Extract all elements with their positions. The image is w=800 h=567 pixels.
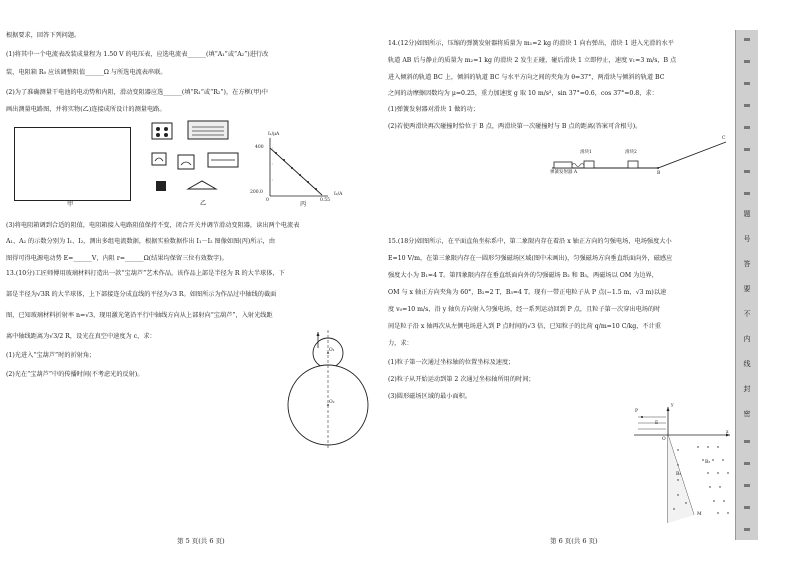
left-page-footer: 第 5 页(共 6 页) — [177, 537, 225, 546]
strip-label: 不 — [743, 310, 751, 318]
q13-line2: 部是半径为√3R 的大半球体，上下部接连分成直线的平径为√3 R。如图所示为作品过中轴线的截面 — [6, 291, 277, 298]
figure-q13-gourd — [282, 328, 372, 453]
graph-y-top: 400 — [255, 145, 264, 150]
fig15-b3-label: B₃ — [705, 460, 711, 465]
strip-label: 密 — [743, 410, 751, 418]
graph-xlabel: I₂/A — [334, 192, 343, 197]
q12-part2-cont: 画出测量电路图，并将实物(乙)连接成所设计的测量电路。 — [6, 106, 166, 113]
strip-label: 号 — [743, 235, 751, 243]
q13-sub1: (1)光进入“宝葫芦”时的折射角； — [6, 352, 96, 359]
q13-line4: 离中轴线距离为√3/2 R，设光在真空中速度为 c，求： — [6, 333, 156, 340]
q14-line2: 轨道 AB 后与静止的质量为 m₂=1 kg 的滑块 2 发生正碰，碰后滑块 1 立即停止，速度 v₁=3 m/s，B 点 — [388, 57, 677, 64]
strip-label: 封 — [743, 385, 751, 393]
q14-line3: 进入倾斜的轨道 BC 上，倾斜的轨道 BC 与水平方向之间的夹角为 θ=37°，两滑块与倾斜的轨道 BC — [388, 74, 665, 81]
strip-dash — [744, 528, 750, 531]
figure-bing-label: 丙 — [300, 201, 307, 208]
q14-line1: 14.(12分)如图所示，压缩的弹簧发射器将质量为 m₁=2 kg 的滑块 1 向右弹出，滑块 1 进入光滑的水平 — [388, 40, 674, 47]
fig14-c-label: C — [722, 136, 726, 141]
figure-jia-box — [14, 127, 131, 201]
graph-y-bottom: 200.0 — [250, 190, 263, 195]
fig15-o-label: O — [662, 437, 666, 442]
strip-dash — [744, 462, 750, 465]
q13-line3: 图，已知玻璃材料折射率 n=√3，现用激光笔沿平行中轴线方向从上部射向“宝葫芦”，入射光线距 — [6, 312, 273, 319]
q15-line2: E=10 V/m，在第三象限内存在一圆形匀强磁场区域(图中未画出)，匀强磁场方向垂直纸面向外，磁感应 — [388, 255, 673, 262]
q15-sub1: (1)粒子第一次通过坐标轴的位置坐标及速度； — [388, 359, 515, 366]
strip-dash — [744, 148, 750, 151]
q15-line6: 间是粒子沿 x 轴再次从左侧电场进入到 P 点时间的√3 倍，已知粒子的比荷 q/m=10 C/kg，不计重 — [388, 323, 661, 330]
binding-margin-strip — [735, 30, 758, 540]
figure-yi-label: 乙 — [200, 200, 207, 207]
strip-dash — [744, 104, 750, 107]
q12-part1: (1)将其中一个电流表改装成量程为 1.50 V 的电压表，应选电流表______(填“A₁”或“A₂”)进行改 — [6, 51, 269, 58]
intro-text: 根据要求，回答下列问题。 — [6, 32, 81, 39]
q14-line4: 之间的动摩擦因数均为 μ=0.25，重力加速度 g 取 10 m/s²，sin 37°=0.6，cos 37°=0.8，求： — [388, 90, 658, 97]
figure-q15-fields — [628, 405, 733, 525]
q12-part1-cont: 装，电阻箱 R₀ 应该调整阻值______Ω 与所选电流表串联。 — [6, 69, 167, 76]
strip-dash — [744, 126, 750, 129]
right-page — [380, 0, 735, 567]
strip-dash — [744, 82, 750, 85]
q15-sub2: (2)粒子从开始运动到第 2 次通过坐标轴所用的时间； — [388, 376, 535, 383]
strip-label: 内 — [743, 335, 751, 343]
strip-dash — [744, 506, 750, 509]
graph-x-end: 0.55 — [320, 198, 331, 203]
q12-part3: (3)将电阻箱调到合适的阻值，电阻箱接入电路阻值保持不变，闭合开关并调节滑动变阻器，读出两个电流表 — [6, 222, 300, 229]
left-page — [0, 0, 380, 567]
q14-sub1: (1)弹簧发射器对滑块 1 做的功； — [388, 106, 479, 113]
strip-label: 线 — [743, 360, 751, 368]
strip-dash — [744, 38, 750, 41]
q12-part3-cont: A₁、A₂ 的示数分别为 I₁、I₂，测出多组电流数据，根据实验数据作出 I₁－I₂ 图像如图(丙)所示，由 — [6, 238, 276, 245]
fig15-x-label: x — [726, 430, 729, 435]
fig15-y-label: y — [671, 403, 674, 408]
strip-dash — [744, 192, 750, 195]
q15-line3: 强度大小为 B₁=4 T。第四象限内存在垂直纸面向外的匀强磁场 B₂ 和 B₃，两磁场以 OM 为边界， — [388, 272, 658, 279]
q12-part3-cont2: 图得可得电源电动势 E=______V，内阻 r=______Ω(结果均保留三位有效数字)。 — [6, 255, 228, 262]
right-page-footer: 第 6 页(共 6 页) — [550, 537, 598, 546]
q15-line1: 15.(18分)如图所示，在平面直角坐标系中，第二象限内存在着沿 x 轴正方向的匀强电场，电场强度大小 — [388, 238, 672, 245]
graph-x-origin: 0 — [266, 198, 269, 203]
fig14-launcher-label: 弹簧发射器 A — [550, 170, 578, 175]
q14-sub2: (2)若使两滑块再次碰撞时恰位于 B 点，两滑块第一次碰撞时与 B 点的距离(答案可含根号)。 — [388, 123, 642, 130]
strip-dash — [744, 440, 750, 443]
q12-part2: (2)为了准确测量干电池的电动势和内阻，滑动变阻器应选______(填“R₁”或“R₂”)，在方框(甲)中 — [6, 89, 268, 96]
strip-dash — [744, 60, 750, 63]
q15-line7: 力，求： — [388, 340, 413, 347]
fig13-o1-label: O₁ — [329, 348, 335, 353]
fig14-slider1-label: 滑块1 — [580, 150, 592, 155]
figure-yi-apparatus — [148, 115, 243, 205]
strip-dash — [744, 170, 750, 173]
q15-sub3: (3)圆形磁场区域的最小面积。 — [388, 393, 472, 400]
q13-sub2: (2)光在“宝葫芦”中的传播时间(不考虑光的反射)。 — [6, 371, 144, 378]
fig15-p-label: P — [635, 409, 639, 414]
strip-label: 答 — [743, 260, 751, 268]
fig13-o2-label: O₂ — [329, 400, 335, 405]
q15-line5: 度 v₀=10 m/s，沿 y 轴负方向射入匀强电场，经一系列运动回到 P 点，且粒子第一次穿出电场的时 — [388, 306, 661, 313]
graph-ylabel: I₁/μA — [268, 132, 280, 137]
figure-jia-label: 甲 — [67, 201, 74, 208]
fig14-b-label: B — [657, 171, 661, 176]
strip-dash — [744, 484, 750, 487]
q15-line4: OM 与 x 轴正方向夹角为 60°，B₂=2 T，B₃=4 T。现有一带正电粒子从 P 点(−1.5 m，√3 m)以速 — [388, 289, 667, 296]
fig15-b2-label: B₂ — [676, 472, 682, 477]
figure-bing-graph — [262, 134, 332, 204]
strip-label: 题 — [743, 210, 751, 218]
fig15-m-label: M — [697, 512, 702, 517]
q13-line1: 13.(10分)工匠师傅用玻璃材料打造出一款“宝葫芦”艺术作品，该作品上部是半径为 R 的大半球体，下 — [6, 270, 285, 277]
fig15-e-label: E — [655, 421, 659, 426]
fig14-slider2-label: 滑块2 — [625, 150, 637, 155]
strip-label: 要 — [743, 285, 751, 293]
